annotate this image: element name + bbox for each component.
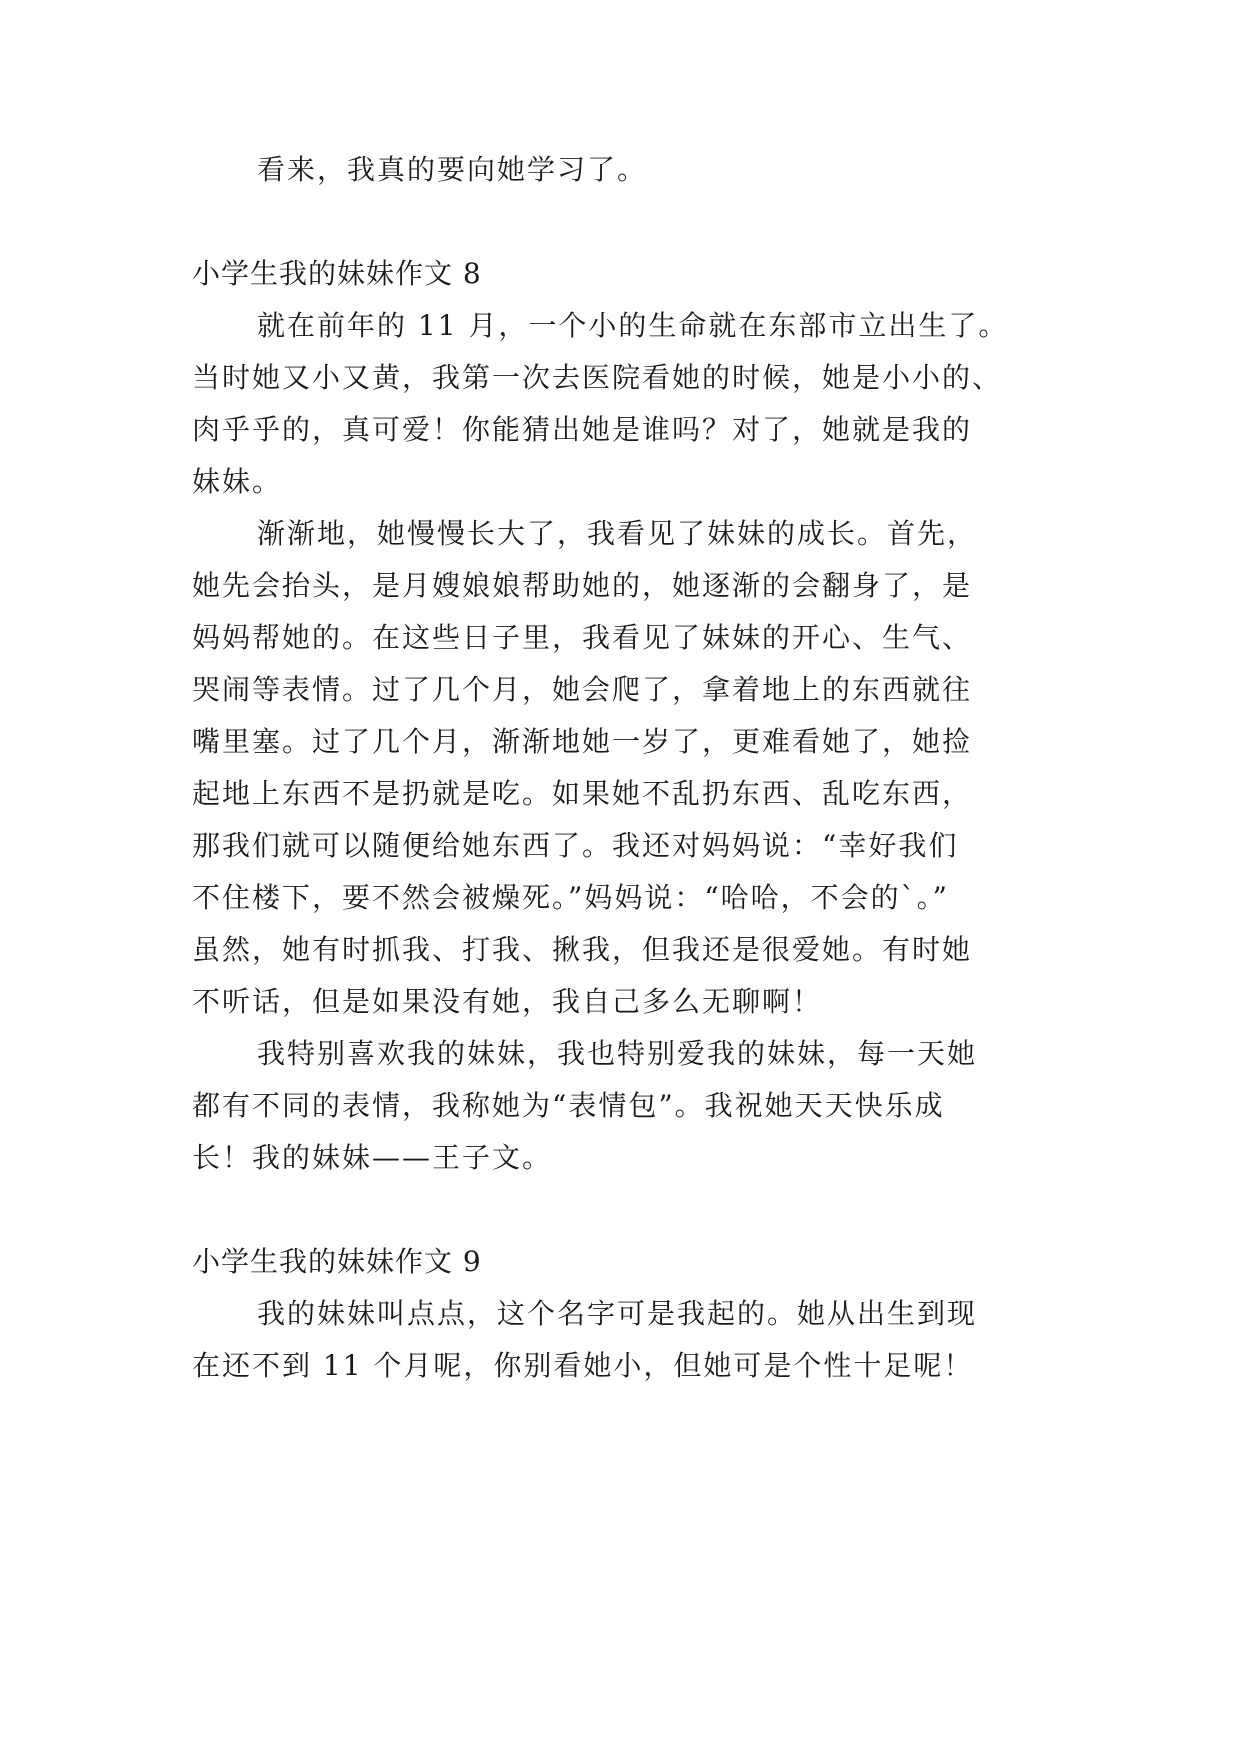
paragraph-line: 肉乎乎的，真可爱！你能猜出她是谁吗？对了，她就是我的 [192, 413, 973, 446]
paragraph-line: 长！我的妹妹——王子文。 [192, 1141, 553, 1174]
paragraph-line: 当时她又小又黄，我第一次去医院看她的时候，她是小小的、 [192, 361, 1003, 394]
paragraph-line: 我的妹妹叫点点，这个名字可是我起的。她从出生到现 [257, 1297, 978, 1330]
paragraph-line: 那我们就可以随便给她东西了。我还对妈妈说：“幸好我们 [192, 829, 959, 862]
paragraph-line: 起地上东西不是扔就是吃。如果她不乱扔东西、乱吃东西， [192, 777, 973, 810]
paragraph-line: 不住楼下，要不然会被燥死。”妈妈说：“哈哈，不会的`。” [192, 881, 949, 914]
section-title: 小学生我的妹妹作文 8 [192, 257, 482, 290]
paragraph-line: 虽然，她有时抓我、打我、揪我，但我还是很爱她。有时她 [192, 933, 973, 966]
paragraph-line: 渐渐地，她慢慢长大了，我看见了妹妹的成长。首先， [257, 517, 978, 550]
intro-line: 看来，我真的要向她学习了。 [257, 153, 648, 186]
paragraph-line: 哭闹等表情。过了几个月，她会爬了，拿着地上的东西就往 [192, 673, 973, 706]
paragraph-line: 妈妈帮她的。在这些日子里，我看见了妹妹的开心、生气、 [192, 621, 973, 654]
paragraph-line: 我特别喜欢我的妹妹，我也特别爱我的妹妹，每一天她 [257, 1037, 978, 1070]
paragraph-line: 都有不同的表情，我称她为“表情包”。我祝她天天快乐成 [192, 1089, 945, 1122]
paragraph-line: 嘴里塞。过了几个月，渐渐地她一岁了，更难看她了，她捡 [192, 725, 973, 758]
paragraph-line: 就在前年的 11 月，一个小的生命就在东部市立出生了。 [257, 309, 1009, 342]
paragraph-line: 妹妹。 [192, 465, 283, 498]
section-title: 小学生我的妹妹作文 9 [192, 1245, 482, 1278]
paragraph-line: 她先会抬头，是月嫂娘娘帮助她的，她逐渐的会翻身了，是 [192, 569, 973, 602]
paragraph-line: 在还不到 11 个月呢，你别看她小，但她可是个性十足呢！ [192, 1349, 974, 1382]
paragraph-line: 不听话，但是如果没有她，我自己多么无聊啊！ [192, 985, 823, 1018]
